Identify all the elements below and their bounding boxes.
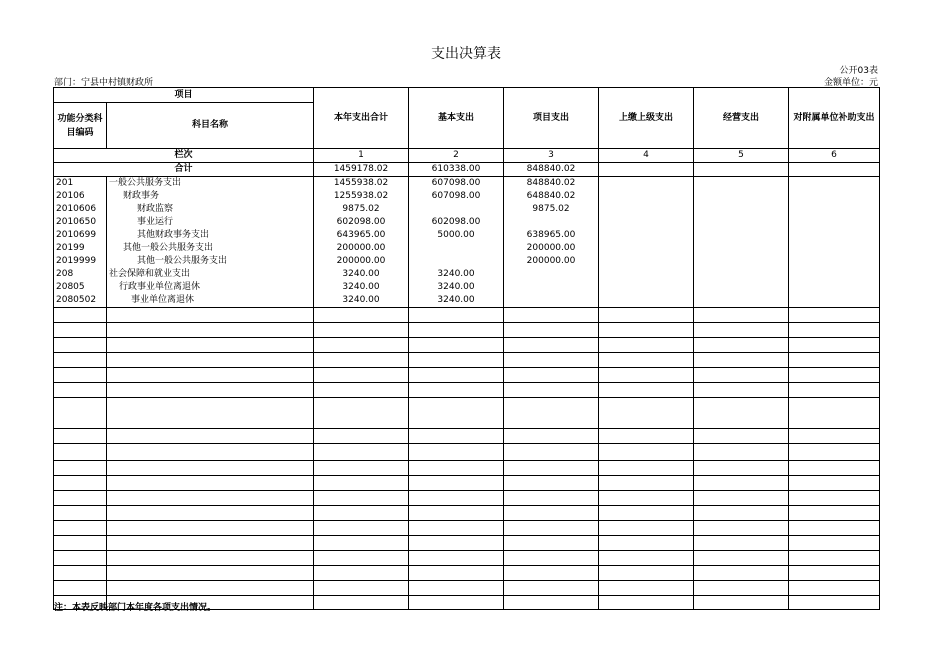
blank-row [54,338,880,353]
empty-cell [54,461,107,476]
empty-cell [107,353,314,368]
empty-cell [694,566,789,581]
header-operating: 经营支出 [694,88,789,149]
empty-cell [694,242,789,255]
row-total: 643965.00 [314,229,409,242]
empty-cell [694,190,789,203]
empty-cell [694,521,789,536]
row-code: 2080502 [54,294,107,308]
blank-row [54,353,880,368]
empty-cell [789,281,880,294]
row-basic [409,255,504,268]
empty-cell [789,177,880,191]
empty-cell [789,308,880,323]
empty-cell [314,353,409,368]
blank-row [54,581,880,596]
row-total: 1255938.02 [314,190,409,203]
blank-row [54,429,880,444]
empty-cell [409,521,504,536]
row-project: 200000.00 [504,255,599,268]
row-total: 3240.00 [314,281,409,294]
empty-cell [504,383,599,398]
row-project [504,281,599,294]
empty-cell [107,338,314,353]
empty-cell [504,368,599,383]
empty-cell [107,551,314,566]
empty-cell [314,444,409,461]
empty-cell [54,368,107,383]
blank-row [54,383,880,398]
empty-cell [789,242,880,255]
department-label: 部门：宁县中村镇财政所 [54,78,154,88]
empty-cell [694,581,789,596]
empty-cell [599,281,694,294]
empty-cell [599,190,694,203]
empty-cell [789,203,880,216]
empty-cell [694,177,789,191]
row-total: 3240.00 [314,268,409,281]
empty-cell [599,323,694,338]
empty-cell [504,338,599,353]
empty-cell [107,476,314,491]
empty-cell [694,506,789,521]
empty-cell [504,476,599,491]
empty-cell [107,398,314,429]
empty-cell [54,506,107,521]
row-basic [409,242,504,255]
empty-cell [599,536,694,551]
column-number: 2 [409,149,504,163]
table-row [54,281,880,294]
empty-cell [504,461,599,476]
empty-cell [107,308,314,323]
empty-cell [409,566,504,581]
empty-cell [54,429,107,444]
unit-label: 金额单位：元 [823,78,878,88]
row-total: 602098.00 [314,216,409,229]
row-name: 行政事业单位离退休 [107,281,314,294]
header-subsidy: 对附属单位补助支出 [789,88,880,149]
empty-cell [694,476,789,491]
empty-cell [789,521,880,536]
table-row [54,216,880,229]
empty-cell [409,596,504,610]
row-project: 848840.02 [504,177,599,191]
blank-row [54,444,880,461]
row-code: 20106 [54,190,107,203]
header-upper: 上缴上级支出 [599,88,694,149]
row-total: 200000.00 [314,242,409,255]
empty-cell [314,323,409,338]
row-basic: 607098.00 [409,190,504,203]
empty-cell [599,177,694,191]
row-project [504,268,599,281]
row-name: 财政监察 [107,203,314,216]
empty-cell [504,429,599,444]
empty-cell [694,216,789,229]
empty-cell [504,521,599,536]
empty-cell [694,398,789,429]
row-basic: 602098.00 [409,216,504,229]
empty-cell [694,353,789,368]
empty-cell [504,596,599,610]
empty-cell [599,581,694,596]
row-name: 事业单位离退休 [107,294,314,308]
empty-cell [789,536,880,551]
empty-cell [789,229,880,242]
row-code: 2010699 [54,229,107,242]
row-basic [409,203,504,216]
empty-cell [599,383,694,398]
empty-cell [694,536,789,551]
empty-cell [107,521,314,536]
empty-cell [789,476,880,491]
empty-cell [789,551,880,566]
empty-cell [694,308,789,323]
empty-cell [409,398,504,429]
total-basic: 610338.00 [409,163,504,177]
column-number: 1 [314,149,409,163]
row-total: 9875.02 [314,203,409,216]
empty-cell [107,323,314,338]
empty-cell [694,294,789,308]
empty-cell [599,163,694,177]
empty-cell [314,461,409,476]
row-total: 3240.00 [314,294,409,308]
empty-cell [694,461,789,476]
table-row [54,203,880,216]
table-row [54,294,880,308]
empty-cell [107,461,314,476]
row-project [504,216,599,229]
table-row [54,255,880,268]
empty-cell [789,566,880,581]
empty-cell [789,255,880,268]
blank-row [54,323,880,338]
table-row [54,229,880,242]
blank-row [54,551,880,566]
empty-cell [314,383,409,398]
empty-cell [599,476,694,491]
empty-cell [54,338,107,353]
empty-cell [694,383,789,398]
header-name: 科目名称 [107,103,314,149]
header-total: 本年支出合计 [314,88,409,149]
empty-cell [314,566,409,581]
empty-cell [409,323,504,338]
empty-cell [599,268,694,281]
empty-cell [107,491,314,506]
empty-cell [789,338,880,353]
empty-cell [409,536,504,551]
empty-cell [314,581,409,596]
empty-cell [504,308,599,323]
empty-cell [599,491,694,506]
row-basic: 3240.00 [409,281,504,294]
empty-cell [599,398,694,429]
empty-cell [789,190,880,203]
table-row [54,242,880,255]
empty-cell [694,429,789,444]
empty-cell [314,551,409,566]
empty-cell [599,308,694,323]
empty-cell [314,521,409,536]
empty-cell [54,323,107,338]
empty-cell [54,521,107,536]
row-code: 20805 [54,281,107,294]
empty-cell [599,461,694,476]
row-project: 648840.02 [504,190,599,203]
empty-cell [599,596,694,610]
empty-cell [409,444,504,461]
header-basic: 基本支出 [409,88,504,149]
empty-cell [789,368,880,383]
row-project: 200000.00 [504,242,599,255]
table-row [54,268,880,281]
empty-cell [409,491,504,506]
empty-cell [694,163,789,177]
empty-cell [504,444,599,461]
empty-cell [789,491,880,506]
empty-cell [789,398,880,429]
empty-cell [694,203,789,216]
empty-cell [789,323,880,338]
empty-cell [314,429,409,444]
row-name: 其他一般公共服务支出 [107,242,314,255]
empty-cell [314,506,409,521]
total-label: 合计 [54,163,314,177]
empty-cell [54,476,107,491]
empty-cell [694,368,789,383]
row-code: 201 [54,177,107,191]
empty-cell [314,476,409,491]
empty-cell [409,308,504,323]
row-basic: 607098.00 [409,177,504,191]
column-number: 3 [504,149,599,163]
row-total: 200000.00 [314,255,409,268]
empty-cell [409,429,504,444]
empty-cell [789,353,880,368]
empty-cell [694,268,789,281]
empty-cell [409,383,504,398]
empty-cell [409,506,504,521]
empty-cell [409,338,504,353]
empty-cell [504,491,599,506]
empty-cell [54,551,107,566]
blank-row [54,506,880,521]
empty-cell [789,216,880,229]
empty-cell [694,281,789,294]
header-project: 项目支出 [504,88,599,149]
header-item: 项目 [54,88,314,103]
empty-cell [599,444,694,461]
empty-cell [107,444,314,461]
empty-cell [694,551,789,566]
empty-cell [789,163,880,177]
blank-row [54,308,880,323]
empty-cell [54,308,107,323]
empty-cell [599,506,694,521]
empty-cell [107,536,314,551]
row-project: 9875.02 [504,203,599,216]
empty-cell [599,353,694,368]
empty-cell [789,444,880,461]
blank-row [54,566,880,581]
empty-cell [54,398,107,429]
empty-cell [694,255,789,268]
empty-cell [504,506,599,521]
total-amount: 1459178.02 [314,163,409,177]
row-name: 社会保障和就业支出 [107,268,314,281]
empty-cell [789,596,880,610]
empty-cell [599,566,694,581]
row-code: 208 [54,268,107,281]
empty-cell [599,338,694,353]
empty-cell [314,491,409,506]
form-number: 公开03表 [839,66,878,76]
empty-cell [314,398,409,429]
row-name: 事业运行 [107,216,314,229]
empty-cell [54,383,107,398]
empty-cell [107,368,314,383]
total-project: 848840.02 [504,163,599,177]
column-number: 5 [694,149,789,163]
row-code: 20199 [54,242,107,255]
empty-cell [789,506,880,521]
blank-row [54,521,880,536]
empty-cell [54,581,107,596]
empty-cell [789,383,880,398]
empty-cell [599,521,694,536]
empty-cell [789,429,880,444]
blank-row [54,491,880,506]
empty-cell [314,536,409,551]
row-name: 其他财政事务支出 [107,229,314,242]
table-row [54,177,880,191]
empty-cell [789,461,880,476]
footnote: 注：本表反映部门本年度各项支出情况。 [54,603,217,613]
empty-cell [504,323,599,338]
empty-cell [694,491,789,506]
empty-cell [314,308,409,323]
empty-cell [504,353,599,368]
blank-row [54,536,880,551]
row-basic: 3240.00 [409,294,504,308]
empty-cell [54,566,107,581]
table-row [54,190,880,203]
empty-cell [409,461,504,476]
page-title: 支出决算表 [431,46,501,62]
empty-cell [107,581,314,596]
empty-cell [409,551,504,566]
empty-cell [54,353,107,368]
empty-cell [54,444,107,461]
empty-cell [694,323,789,338]
empty-cell [504,566,599,581]
row-name: 其他一般公共服务支出 [107,255,314,268]
empty-cell [54,536,107,551]
empty-cell [694,444,789,461]
row-project: 638965.00 [504,229,599,242]
empty-cell [694,596,789,610]
empty-cell [409,353,504,368]
empty-cell [504,551,599,566]
empty-cell [694,338,789,353]
row-total: 1455938.02 [314,177,409,191]
blank-row [54,476,880,491]
empty-cell [504,398,599,429]
empty-cell [504,536,599,551]
blank-row [54,368,880,383]
empty-cell [599,551,694,566]
blank-row [54,398,880,429]
empty-cell [504,581,599,596]
empty-cell [789,581,880,596]
row-code: 2010650 [54,216,107,229]
empty-cell [107,383,314,398]
empty-cell [789,294,880,308]
row-project [504,294,599,308]
empty-cell [314,368,409,383]
column-number: 6 [789,149,880,163]
row-name: 财政事务 [107,190,314,203]
expenditure-table [53,87,880,610]
empty-cell [599,368,694,383]
row-code: 2019999 [54,255,107,268]
empty-cell [409,476,504,491]
empty-cell [599,429,694,444]
empty-cell [314,596,409,610]
blank-row [54,461,880,476]
empty-cell [599,216,694,229]
empty-cell [599,294,694,308]
empty-cell [599,229,694,242]
header-code: 功能分类科目编码 [54,103,107,149]
empty-cell [107,566,314,581]
row-code: 2010606 [54,203,107,216]
empty-cell [599,203,694,216]
row-basic: 5000.00 [409,229,504,242]
row-name: 一般公共服务支出 [107,177,314,191]
empty-cell [599,255,694,268]
empty-cell [107,506,314,521]
empty-cell [54,491,107,506]
empty-cell [107,429,314,444]
empty-cell [599,242,694,255]
column-number-label: 栏次 [54,149,314,163]
empty-cell [409,368,504,383]
empty-cell [409,581,504,596]
empty-cell [314,338,409,353]
row-basic: 3240.00 [409,268,504,281]
empty-cell [694,229,789,242]
empty-cell [789,268,880,281]
column-number: 4 [599,149,694,163]
